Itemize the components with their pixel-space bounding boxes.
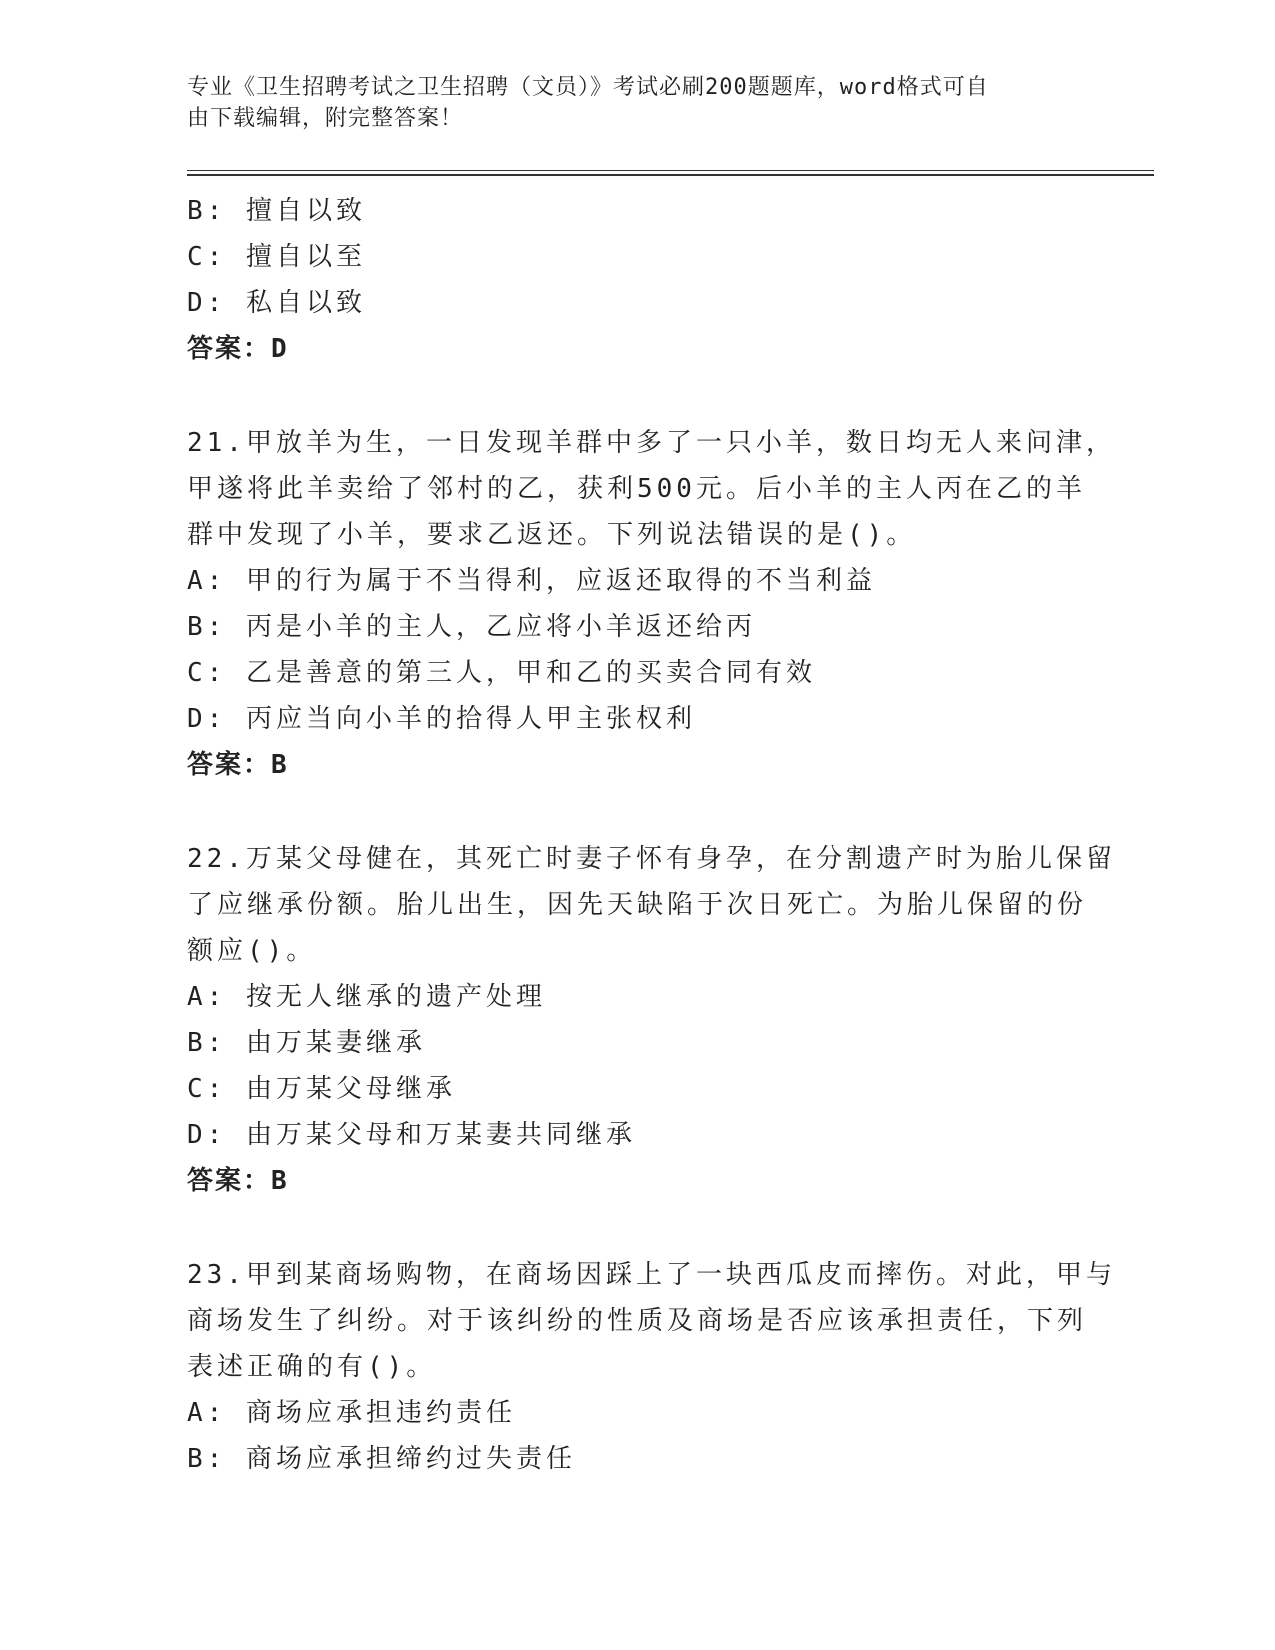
header-line-2: 由下载编辑，附完整答案！ <box>187 106 464 131</box>
question-stem-line: 甲遂将此羊卖给了邻村的乙，获利500元。后小羊的主人丙在乙的羊 <box>187 474 1086 504</box>
header-rule-top <box>187 170 1154 171</box>
question-23 <box>187 1252 1116 1482</box>
option-d: D: 丙应当向小羊的拾得人甲主张权利 <box>187 704 696 734</box>
option-b: B: 商场应承担缔约过失责任 <box>187 1444 576 1474</box>
question-stem-line: 21.甲放羊为生，一日发现羊群中多了一只小羊，数日均无人来问津， <box>187 428 1116 458</box>
document-body <box>187 188 1116 1482</box>
question-stem-line: 了应继承份额。胎儿出生，因先天缺陷于次日死亡。为胎儿保留的份 <box>187 890 1088 920</box>
option-c: C: 由万某父母继承 <box>187 1074 456 1104</box>
option-c: C: 乙是善意的第三人，甲和乙的买卖合同有效 <box>187 658 816 688</box>
question-stem-line: 22.万某父母健在，其死亡时妻子怀有身孕，在分割遗产时为胎儿保留 <box>187 844 1116 874</box>
option-a: A: 甲的行为属于不当得利，应返还取得的不当利益 <box>187 566 876 596</box>
header-rule-bottom <box>187 174 1154 176</box>
option-b: B: 由万某妻继承 <box>187 1028 426 1058</box>
option-d: D: 由万某父母和万某妻共同继承 <box>187 1120 636 1150</box>
question-stem-line: 额应()。 <box>187 936 317 966</box>
option-a: A: 按无人继承的遗产处理 <box>187 982 546 1012</box>
option-a: A: 商场应承担违约责任 <box>187 1398 516 1428</box>
question-stem-line: 商场发生了纠纷。对于该纠纷的性质及商场是否应该承担责任，下列 <box>187 1306 1088 1336</box>
option-b: B: 丙是小羊的主人，乙应将小羊返还给丙 <box>187 612 756 642</box>
answer-line: 答案：B <box>187 1166 289 1196</box>
document-header <box>187 72 1067 134</box>
question-stem-line: 表述正确的有()。 <box>187 1352 437 1382</box>
header-line-1: 专业《卫生招聘考试之卫生招聘（文员）》考试必刷200题题库，word格式可自 <box>187 75 989 100</box>
question-21 <box>187 420 1116 788</box>
answer-line: 答案：B <box>187 750 289 780</box>
option-b: B: 擅自以致 <box>187 196 366 226</box>
question-22 <box>187 836 1116 1204</box>
question-stem-line: 群中发现了小羊，要求乙返还。下列说法错误的是()。 <box>187 520 917 550</box>
answer-line: 答案：D <box>187 334 289 364</box>
option-c: C: 擅自以至 <box>187 242 366 272</box>
question-stem-line: 23.甲到某商场购物，在商场因踩上了一块西瓜皮而摔伤。对此，甲与 <box>187 1260 1116 1290</box>
option-d: D: 私自以致 <box>187 288 366 318</box>
continued-question <box>187 188 1087 372</box>
